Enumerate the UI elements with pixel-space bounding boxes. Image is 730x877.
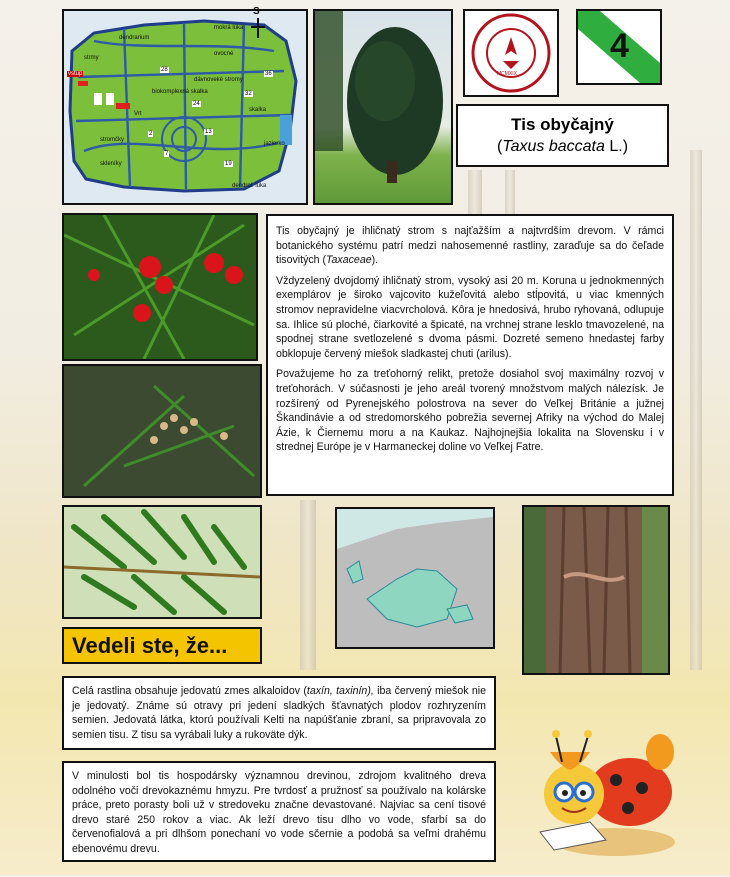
history-box	[62, 761, 496, 862]
yew-tree-graphic	[315, 11, 451, 203]
species-title-box	[456, 104, 669, 167]
map-label: biokomplexná skalka	[152, 89, 208, 95]
compass-letter: S	[253, 6, 260, 17]
map-number: 13	[205, 129, 212, 135]
garden-map-graphic	[64, 11, 306, 203]
map-label: skleníky	[100, 161, 122, 167]
logo-year: MCMXIX	[497, 71, 517, 77]
ladybug-mascot	[510, 722, 680, 872]
garden-map	[62, 9, 308, 205]
map-number: 28	[161, 67, 168, 73]
scientific-name: Taxus baccata	[502, 138, 605, 155]
bark-photo	[522, 505, 670, 675]
map-number: 32	[245, 91, 252, 97]
description-paragraph: Tis obyčajný je ihličnatý strom s najťažším a najtvrdším drevom. V rámci botanického systému patrí medzi nahosemenné rastliny, zaraďuje sa do čeľade tisovitých (Taxaceae).	[276, 225, 664, 267]
map-label: Vrt	[134, 111, 142, 117]
map-number: 24	[193, 101, 200, 107]
needles-photo	[62, 505, 262, 619]
aril-photo	[62, 213, 258, 361]
description-box	[266, 214, 674, 496]
map-label: dendrol. lúka	[232, 183, 267, 189]
alkaloid-names: taxín, taxinín),	[306, 685, 374, 697]
yew-branch-graphic	[64, 366, 260, 496]
map-label: dávnoveké stromy	[194, 77, 243, 83]
map-number: 2	[149, 131, 153, 137]
tree-photo	[313, 9, 453, 205]
needles-graphic	[64, 507, 260, 617]
map-label: ovocné	[214, 51, 234, 57]
species-scientific-name: (Taxus baccata L.)	[496, 138, 629, 155]
species-title: Tis obyčajný	[511, 115, 614, 134]
did-you-know-box	[62, 676, 496, 750]
europe-map-graphic	[337, 509, 493, 647]
flower-photo	[62, 364, 262, 498]
map-label: dendrarium	[119, 35, 150, 41]
university-logo	[463, 9, 559, 97]
description-paragraph: Považujeme ho za treťohorný relikt, pretože dosiahol svoj maximálny rozvoj v treťohorách. V súčasnosti je jeho areál tvorený množstvom malých nálezísk. Je rozšírený od Pyrenejského polostrova na sever do Veľkej Británie a južnej Škandinávie a od stredomorského pobrežia severnej Afriky na východ do Malej Ázie, k Čiernemu moru a na Kaukaz. Najhojnejšia lokalita na Slovensku i v strednej Európe je v Harmaneckej doline vo Veľkej Fatre.	[276, 368, 664, 454]
map-label: strmy	[84, 55, 99, 61]
family-name: Taxaceae	[326, 254, 372, 267]
bark-graphic	[524, 507, 668, 673]
map-number: 19	[225, 161, 232, 167]
red-aril-graphic	[64, 215, 256, 359]
description-paragraph: Vždyzelený dvojdomý ihličnatý strom, vysoký asi 20 m. Koruna u jednokmenných exemplárov je široko vajcovito kužeľovitá alebo stĺpovitá, u viac kmenných stromov nepravidelne viacvrcholová. Kôra je hnedosivá, hrubo ryhovaná, odlupuje sa. Ihlice sú ploché, čiarkovité a špicaté, na vrchnej strane lesklo tmavozelené, na spodnej strane svetlozelené s dvoma pásmi. Dozreté semeno hnedastej farby obklopuje červený miešok sladkastej chuti (arilus).	[276, 274, 664, 360]
map-number: 7	[165, 151, 169, 157]
did-you-know-paragraph: Celá rastlina obsahuje jedovatú zmes alkaloidov (taxín, taxinín), iba červený miešok nie je jedovatý. Známe sú otravy pri jedení sladkých šťavnatých plodov rozhryzením semien. Jedovatá látka, ktorú používali Kelti na napúšťanie zbraní, sa pripravovala zo semien tisu. Z tisu sa vyrábali luky a rukoväte dýk.	[72, 685, 486, 741]
university-seal-icon	[465, 11, 557, 95]
did-you-know-heading: Vedeli ste, že...	[62, 627, 262, 664]
map-label: skalka	[249, 107, 267, 113]
distribution-map	[335, 507, 495, 649]
scientific-author: L.	[609, 138, 623, 155]
number-badge	[576, 9, 662, 85]
map-label: stromčky	[100, 137, 124, 143]
background-trunk	[690, 150, 702, 670]
map-label: mokrá lúka	[214, 25, 244, 31]
map-number: 36	[265, 71, 272, 77]
history-paragraph: V minulosti bol tis hospodársky významnou drevinou, zdrojom kvalitného dreva odolného voči drevokaznému hmyzu. Pre tvrdosť a pružnosť sa používalo na kolárske práce, preto porasty boli už v stredoveku značne devastované. Najviac sa cení tisové drevo staré 250 rokov a viac. Ak leží drevo tisu dlho vo vode, sfarbí sa do červenofialová a pri dlhšom ponechaní vo vode sčernie a podobá sa veľmi drahému ebenovému drevu.	[72, 770, 486, 855]
map-label: jazierko	[264, 141, 285, 147]
ladybug-reading-icon	[510, 722, 680, 872]
compass-icon	[248, 8, 268, 38]
badge-number: 4	[610, 27, 629, 65]
map-label: vstup	[68, 71, 83, 77]
background-trunk	[300, 500, 316, 670]
